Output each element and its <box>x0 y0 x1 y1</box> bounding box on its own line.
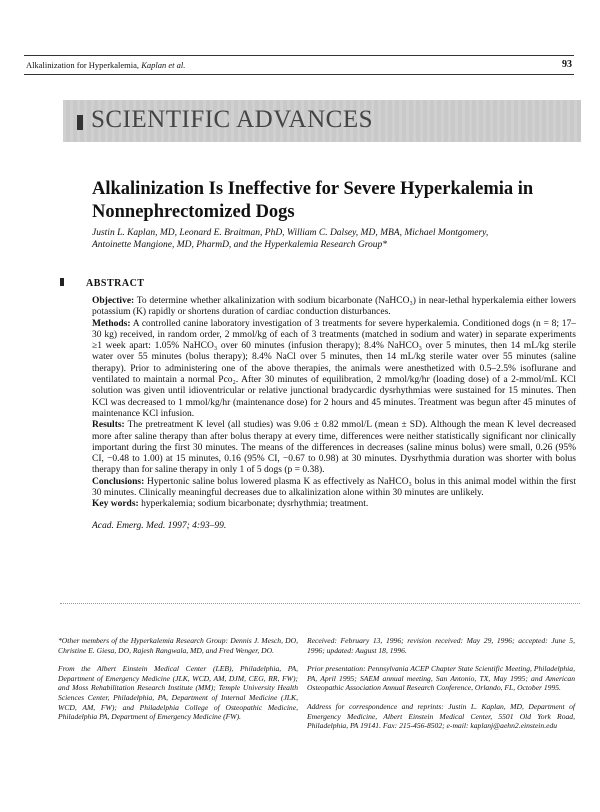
banner-square-icon <box>77 115 83 130</box>
section-label: SCIENTIFIC ADVANCES <box>91 106 373 133</box>
footnote: *Other members of the Hyperkalemia Research Group: Dennis J. Mesch, DO, Christine E. Giesa, DO, Rajesh Rangwala, MD, and Fred Wenger, DO. <box>58 636 298 655</box>
running-title-text: Alkalinization for Hyperkalemia, <box>26 60 142 70</box>
running-header <box>24 55 574 75</box>
section-label: Key words: <box>92 499 139 510</box>
section-text: hyperkalemia; sodium bicarbonate; dysrhythmia; treatment. <box>138 499 369 510</box>
section-text: To determine whether alkalinization with sodium bicarbonate (NaHCO₃) in near-lethal hyperkalemia either lowers potassium (K) rapidly or shortens duration of cardiac conduction disturbances. <box>92 296 576 318</box>
footnote: Address for correspondence and reprints: Justin L. Kaplan, MD, Department of Emergency Medicine, Albert Einstein Medical Center, 5501 Old York Road, Philadelphia, PA 19141. Fax: 215-456-8502; e-mail: kaplanj@aehn2.einstein.edu <box>307 701 575 731</box>
footnote-divider <box>60 603 580 604</box>
abstract-body <box>92 296 576 532</box>
section-label: Methods: <box>92 318 131 329</box>
abstract-methods <box>92 319 576 421</box>
section-text: The pretreatment K level (all studies) was 9.06 ± 0.82 mmol/L (mean ± SD). Although the mean K level decreased more after saline therapy than after bolus therapy at every time, differences were neither statistically significant nor clinically important during the first 30 minutes. The means of the differences in decreases (saline minus bolus) were small, 0.26 (95% CI, −0.48 to 1.00) at 15 minutes, 0.16 (95% CI, −0.67 to 0.98) at 30 minutes. Dysrhythmia duration was shorter with bolus therapy than for saline therapy in only 1 of 5 dogs (p = 0.38). <box>92 420 576 476</box>
running-authors: Kaplan et al. <box>141 60 186 70</box>
heading-square-icon <box>60 278 64 286</box>
footnote: Prior presentation: Pennsylvania ACEP Chapter State Scientific Meeting, Philadelphia, PA, April 1995; SAEM annual meeting, San Antonio, TX, May 1995; and American Osteopathic Association Annual Research Conference, Orlando, FL, October 1995. <box>307 664 575 693</box>
section-label: Conclusions: <box>92 476 145 487</box>
section-text: A controlled canine laboratory investigation of 3 treatments for severe hyperkalemia. Conditioned dogs (n = 8; 17–30 kg) received, in random order, 2 mmol/kg of each of 3 treatments (matched in sodium and water) in separate experiments ≥1 week apart: 1.05% NaHCO₃ over 60 minutes (infusion therapy); 8.4% NaHCO₃ over 5 minutes, then 14 mL/kg sterile water over 55 minutes (bolus therapy); 8.4% NaCl over 5 minutes, then 14 mL/kg sterile water over 55 minutes (saline therapy). Prior to administering one of the above therapies, the animals were anesthetized with 0.5–2.5% isoflurane and ventilated to maintain a normal Pco₂. After 30 minutes of equilibration, 2 mmol/kg/hr (loading dose) of a 2-mmol/mL KCl solution was given until idioventricular or relative junctional bradycardic dysrhythmias were sustained for 15 minutes. Then KCl was decreased to 1 mmol/kg/hr (maintenance dose) for 2 hours and 45 minutes. Treatment was begun after 45 minutes of maintenance KCl infusion. <box>92 318 576 419</box>
running-title <box>26 56 185 74</box>
section-text: Hypertonic saline bolus lowered plasma K as effectively as NaHCO₃ bolus in this animal model within the first 30 minutes. Clinically meaningful decreases due to alkalinization alone within 30 minutes are unlikely. <box>92 476 576 499</box>
author-list: Justin L. Kaplan, MD, Leonard E. Braitman, PhD, William C. Dalsey, MD, MBA, Michael Montgomery, Antoinette Mangione, MD, PharmD, and the Hyperkalemia Research Group* <box>92 228 489 250</box>
section-banner <box>63 100 581 142</box>
abstract-keywords <box>92 499 576 510</box>
article-title: Alkalinization Is Ineffective for Severe Hyperkalemia in Nonnephrectomized Dogs <box>92 179 534 222</box>
abstract-conclusions <box>92 477 576 500</box>
footnotes-right <box>307 636 575 740</box>
page-number: 93 <box>562 59 572 70</box>
abstract-objective <box>92 296 576 319</box>
citation: Acad. Emerg. Med. 1997; 4:93–99. <box>92 520 227 531</box>
section-label: Results: <box>92 420 125 431</box>
abstract-results <box>92 420 576 476</box>
section-label: Objective: <box>92 296 135 306</box>
footnote: Received: February 13, 1996; revision received: May 29, 1996; accepted: June 5, 1996; updated: August 18, 1996. <box>307 636 575 655</box>
footnotes-left <box>58 636 298 731</box>
abstract-heading-text: ABSTRACT <box>86 278 145 289</box>
footnote: From the Albert Einstein Medical Center (LEB), Philadelphia, PA, Department of Emergency Medicine (JLK, WCD, AM, DJM, CEG, RR, FW); and Moss Rehabilitation Research Institute (MM); Temple University Health Sciences Center, Philadelphia, PA, Department of Internal Medicine (JLK, WCD, AM, FW); and Philadelphia College of Osteopathic Medicine, Philadelphia PA, Department of Emergency Medicine (FW). <box>58 664 298 722</box>
abstract-heading <box>60 278 144 289</box>
